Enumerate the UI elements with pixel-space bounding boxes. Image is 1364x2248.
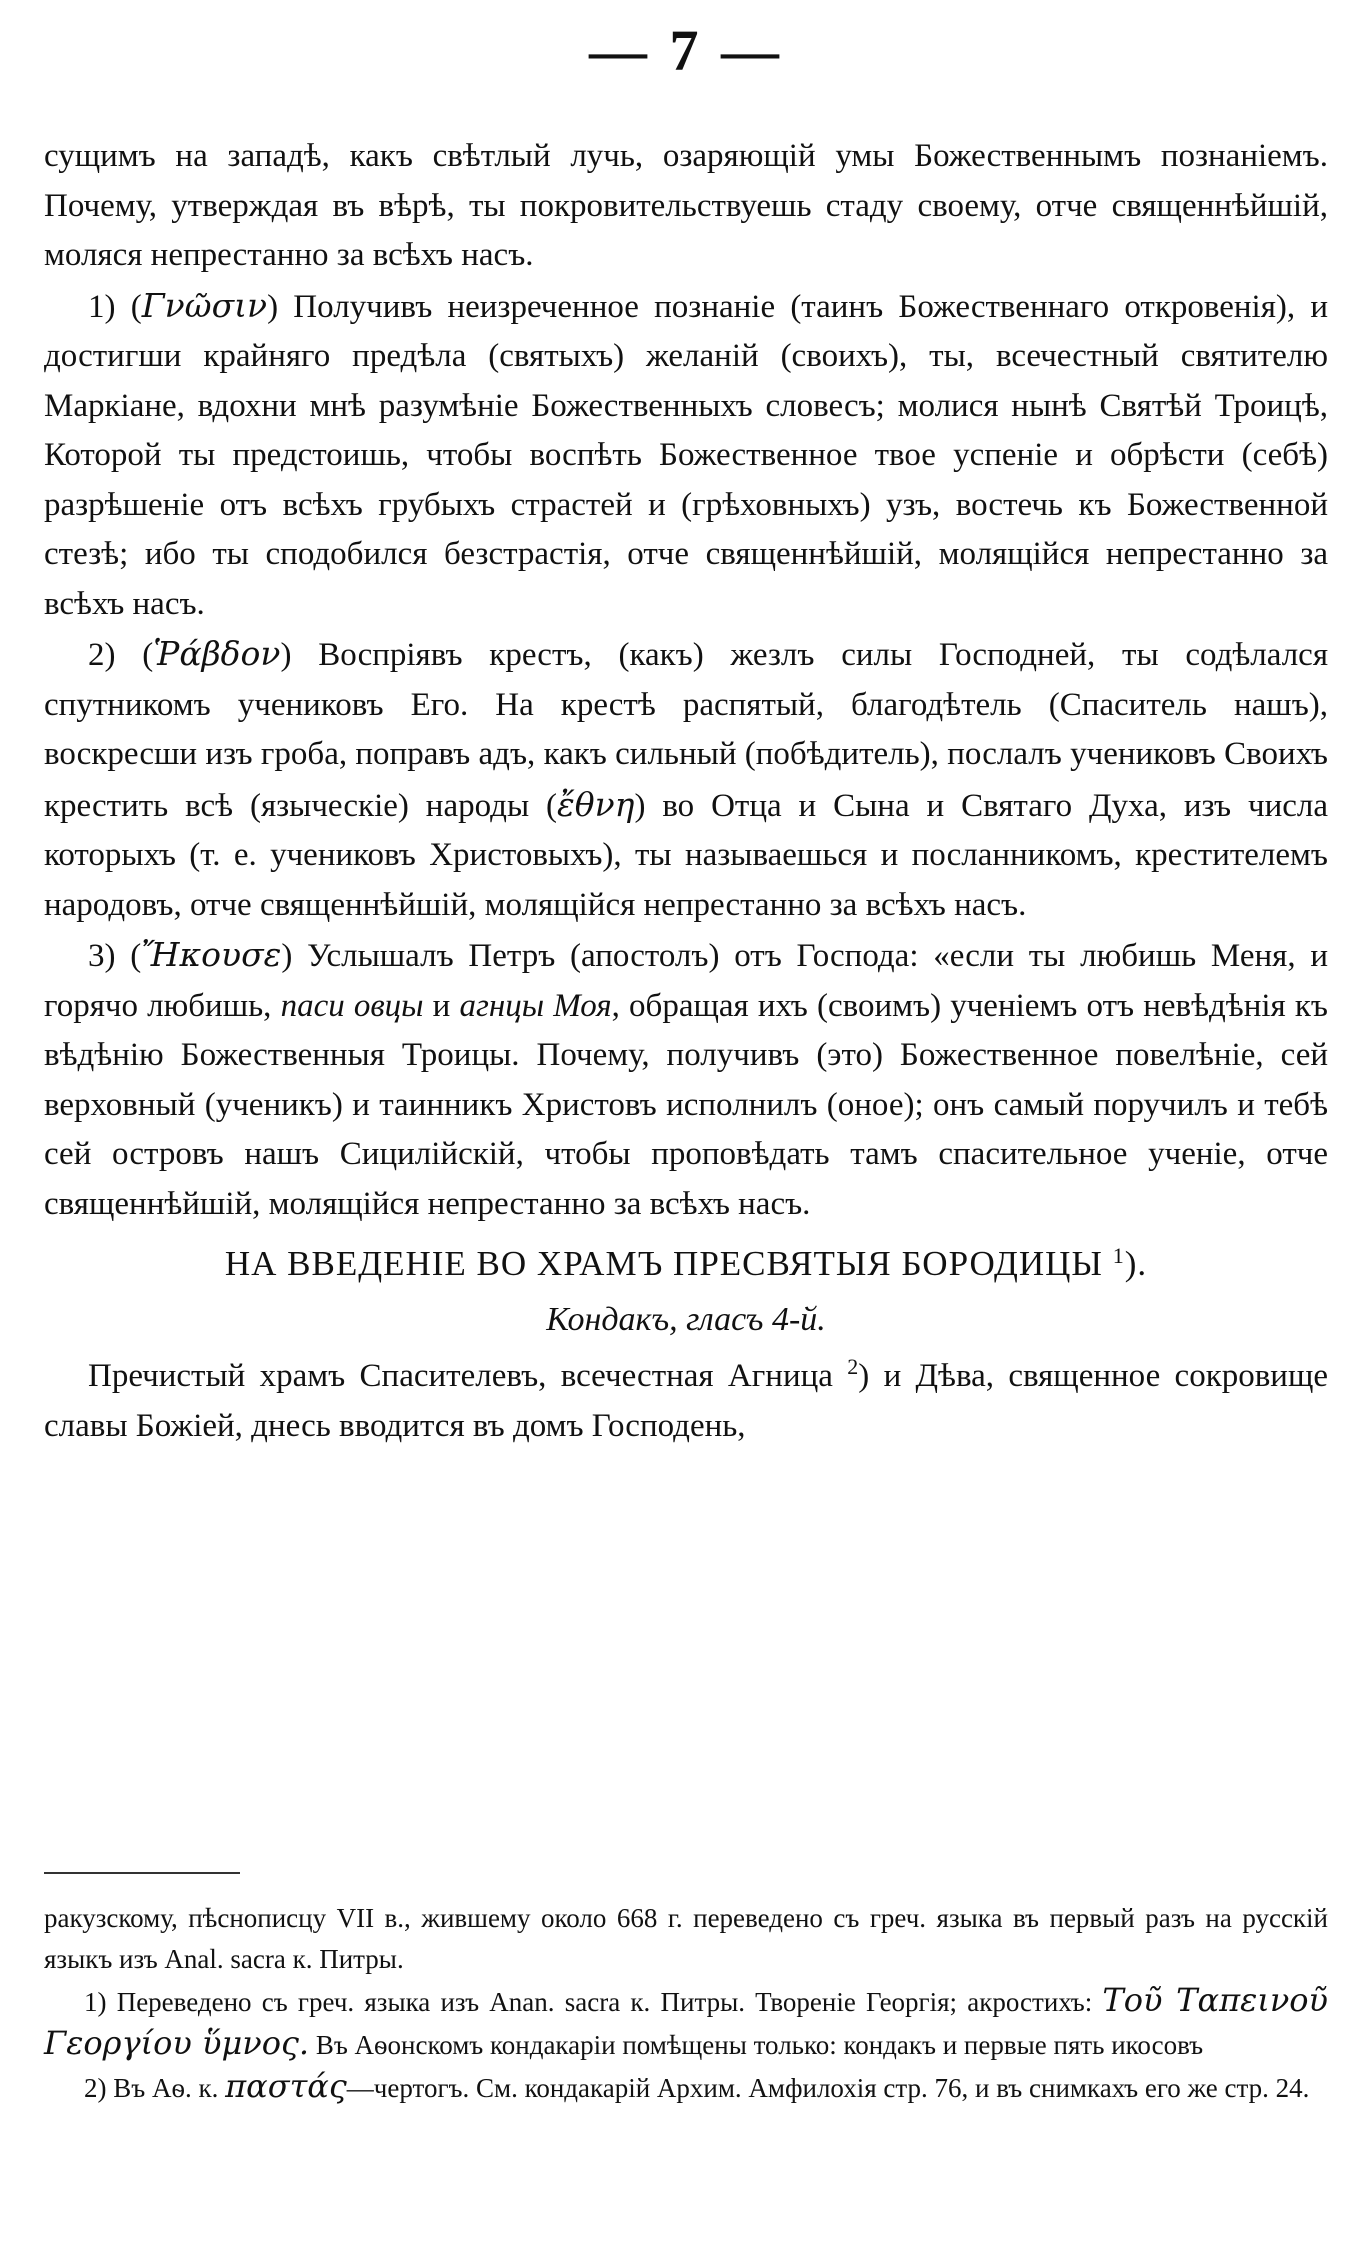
paragraph-1-greek-word: Γνῶσιν <box>141 285 268 325</box>
paragraph-3-italic-b: агнцы Моя <box>459 987 612 1024</box>
footnote-1-greek-acrostic: Τοῦ Ταπεινοῦ Γεοργίου ὕμνος. <box>44 1981 1328 2062</box>
page-number: — 7 — <box>589 18 783 83</box>
section-heading <box>44 1239 1328 1289</box>
main-text <box>44 132 1328 1451</box>
footnote-1-text-b: Въ Аѳонскомъ кондакарiи помѣщены только: кондакъ и первые пять икосовъ <box>309 2030 1204 2060</box>
footnote-2-mark: 2 <box>84 2073 98 2103</box>
paragraph-2-text-b: ) во Отца и Сына и Святаго Духа, изъ числа которыхъ (т. е. учениковъ Христовыхъ), ты называешься и посланникомъ, крестителемъ народовъ, отче священнѣйшiй, молящiйся непрестанно за всѣхъ насъ. <box>44 787 1328 923</box>
paragraph-3-italic-a: паси овцы <box>280 987 424 1024</box>
footnote-1 <box>44 1980 1328 2066</box>
section-subtitle: Кондакъ, гласъ 4-й. <box>546 1300 826 1338</box>
paragraph-3-number: 3) ( <box>88 938 142 974</box>
section-heading-note-mark: 1 <box>1112 1243 1125 1268</box>
kontakion-paragraph <box>44 1352 1328 1451</box>
section-heading-title: НА ВВЕДЕНIЕ ВО ХРАМЪ ПРЕСВЯТЫЯ БОРОДИЦЫ <box>224 1244 1103 1283</box>
kontakion-note-mark: 2 <box>847 1354 859 1379</box>
footnote-2 <box>44 2066 1328 2109</box>
footnote-1-mark: 1 <box>84 1987 98 2017</box>
paragraph-1-number: 1) ( <box>88 288 142 325</box>
footnote-continuation: ракузскому, пѣснописцу VII в., жившему около 668 г. переведено съ греч. языка въ первый разъ на русскiй языкъ изъ Anal. sacra к. Питры. <box>44 1903 1328 1974</box>
kontakion-text-a: Пречистый храмъ Спасителевъ, всечестная Агница <box>88 1358 833 1394</box>
paragraph-intro <box>44 132 1328 281</box>
paragraph-3-text-a: ) Услышалъ Петръ (апостолъ) отъ Господа: «если ты любишь Меня, и горячо любишь, <box>44 938 1328 1024</box>
paragraph-3 <box>44 930 1328 1229</box>
footnotes <box>44 1898 1328 2109</box>
kontakion-text-b: ) и Дѣва, священное сокровище славы Божiей, днесь вводится въ домъ Господень, <box>44 1358 1329 1444</box>
footnote-2-text-a: ) Въ Аѳ. к. <box>97 2073 226 2103</box>
book-page <box>44 0 1328 2248</box>
paragraph-3-text-c: , обращая ихъ (своимъ) ученiемъ отъ невѣдѣнiя къ вѣдѣнiю Божественныя Троицы. Почему, получивъ (это) Божественное повелѣнiе, сей верховный (ученикъ) и таинникъ Христовъ исполнилъ (оное); онъ самый поручилъ и тебѣ сей островъ нашъ Сицилiйскiй, чтобы проповѣдать тамъ спасительное ученiе, отче священнѣйшiй, молящiйся непрестанно за всѣхъ насъ. <box>44 987 1328 1222</box>
paragraph-3-text-b: и <box>423 987 460 1024</box>
paragraph-1-text: ) Получивъ неизреченное познанiе (таинъ Божественнаго откровенiя), и достигши крайняго предѣла (святыхъ) желанiй (своихъ), ты, всечестный святителю Маркiане, вдохни мнѣ разумѣнiе Божественныхъ словесъ; молися нынѣ Святѣй Троицѣ, Которой ты предстоишь, чтобы воспѣть Божественное твое успенiе и обрѣсти (себѣ) разрѣшенiе отъ всѣхъ грубыхъ страстей и (грѣховныхъ) узъ, востечь къ Божественной стезѣ; ибо ты сподобился безстрастiя, отче священнѣйшiй, молящiйся непрестанно за всѣхъ насъ. <box>44 288 1329 622</box>
footnote-divider <box>44 1872 240 1874</box>
paragraph-2-number: 2) ( <box>88 637 154 673</box>
paragraph-2-text-a: ) Воспрiявъ крестъ, (какъ) жезлъ силы Господней, ты содѣлался спутникомъ учениковъ Его. На крестѣ распятый, благодѣтель (Спаситель нашъ), воскресши изъ гроба, поправъ адъ, какъ сильный (побѣдитель), послалъ учениковъ Своихъ крестить всѣ (языческiе) народы ( <box>44 637 1328 824</box>
paragraph-2-greek-word: Ῥάβδον <box>153 634 281 673</box>
paragraph-3-greek-word: Ἤκουσε <box>141 935 282 974</box>
paragraph-1 <box>44 281 1328 630</box>
paragraph-2 <box>44 629 1328 930</box>
footnote-2-text-b: —чертогъ. См. кондакарiй Архим. Амфилохiя стр. 76, и въ снимкахъ его же стр. 24. <box>346 2073 1310 2103</box>
paragraph-2-greek-ethne: ἔθνη <box>557 784 635 824</box>
section-heading-end: ). <box>1124 1244 1148 1283</box>
footnote-2-greek-word: παστάς <box>225 2067 347 2105</box>
footnote-1-text-a: ) Переведено съ греч. языка изъ Anan. sacra к. Питры. Творенiе Георгiя; акростихъ: <box>97 1987 1103 2017</box>
paragraph-intro-text: сущимъ на западѣ, какъ свѣтлый лучь, озаряющiй умы Божественнымъ познанiемъ. Почему, утверждая въ вѣрѣ, ты покровительствуешь стаду своему, отче священнѣйшiй, моляся непрестанно за всѣхъ насъ. <box>44 138 1328 273</box>
